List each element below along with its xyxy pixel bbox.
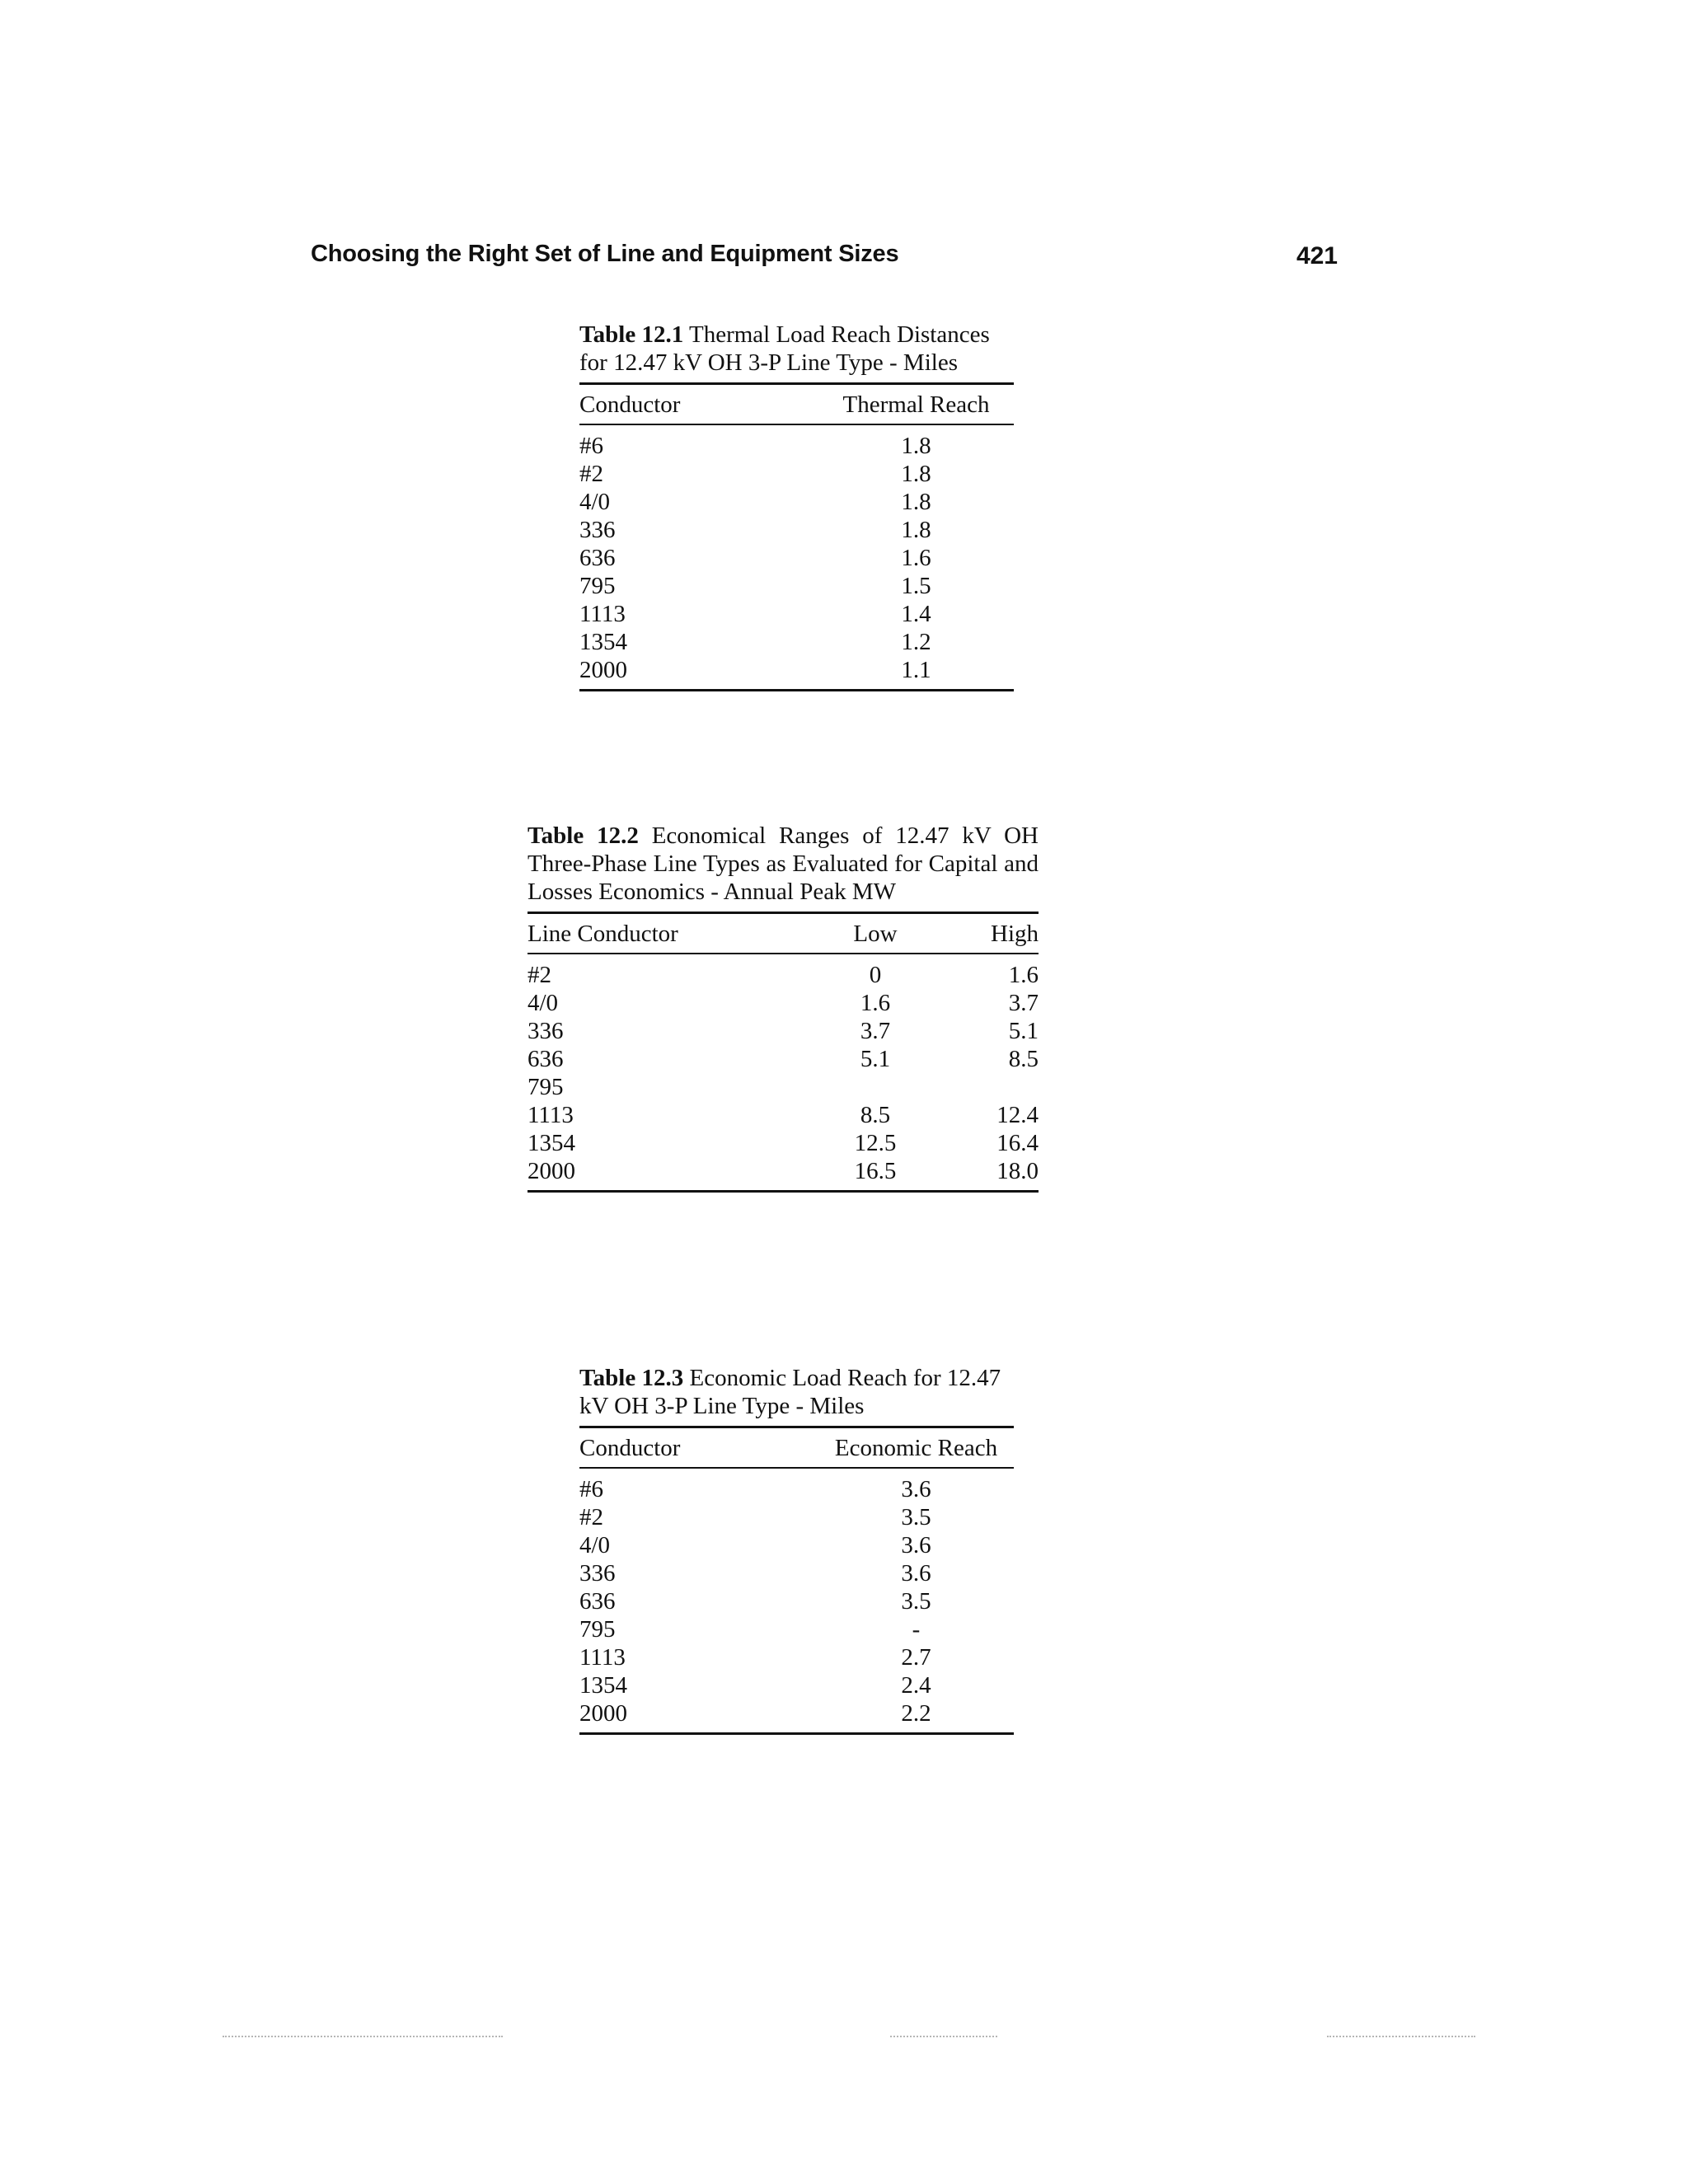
table-row — [528, 961, 1039, 989]
cell-low-value: 3.7 — [860, 1018, 891, 1044]
cell-economic-reach: 2.2 — [901, 1700, 931, 1727]
cell-conductor: 4/0 — [579, 489, 611, 515]
table-body — [579, 425, 1014, 691]
table-row — [528, 1101, 1039, 1129]
cell-high: 5.1 — [1008, 1018, 1039, 1044]
cell-line-conductor: 2000 — [528, 1158, 575, 1184]
table-row — [579, 572, 1014, 600]
cell-thermal-reach: 1.6 — [901, 545, 931, 571]
table-row — [528, 1073, 1039, 1101]
cell-low — [750, 1073, 907, 1101]
cell-low — [750, 961, 907, 989]
table-row — [528, 989, 1039, 1017]
table-row — [579, 432, 1014, 460]
cell-conductor: 795 — [579, 1616, 616, 1643]
table-header-row — [579, 1428, 1014, 1469]
cell-line-conductor: 336 — [528, 1018, 564, 1044]
column-header-low-text: Low — [853, 920, 898, 947]
cell-thermal-reach: 1.8 — [901, 489, 931, 515]
cell-thermal-reach: 1.4 — [901, 601, 931, 627]
cell-low-value: 5.1 — [860, 1046, 891, 1072]
cell-conductor: 1354 — [579, 1672, 627, 1699]
table-header-row — [579, 385, 1014, 425]
table-row — [579, 460, 1014, 488]
table-caption — [528, 822, 1039, 914]
cell-low-value: 0 — [869, 962, 882, 988]
table-row — [579, 516, 1014, 544]
cell-conductor: 636 — [579, 545, 616, 571]
table-label: Table 12.3 — [579, 1365, 684, 1391]
table-row — [579, 1531, 1014, 1559]
table-header-row — [528, 914, 1039, 954]
table-caption-text: Economic Load Reach for 12.47 kV OH 3-P Line Type - Miles — [579, 1365, 1001, 1419]
cell-thermal-reach: 1.1 — [901, 657, 931, 683]
cell-conductor: #6 — [579, 1476, 603, 1502]
page-number: 421 — [1296, 242, 1338, 269]
table-row — [579, 1559, 1014, 1587]
cell-conductor: 2000 — [579, 1700, 627, 1727]
cell-high: 16.4 — [996, 1130, 1039, 1156]
column-header-conductor: Conductor — [579, 1434, 681, 1461]
table-label: Table 12.1 — [579, 321, 684, 348]
table-body — [528, 954, 1039, 1193]
cell-thermal-reach: 1.8 — [901, 517, 931, 543]
column-header-high: High — [991, 920, 1039, 947]
cell-low — [750, 1045, 907, 1073]
cell-thermal-reach: 1.8 — [901, 433, 931, 459]
cell-thermal-reach: 1.8 — [901, 461, 931, 487]
table-row — [528, 1017, 1039, 1045]
column-header-line-conductor: Line Conductor — [528, 920, 678, 947]
cell-economic-reach: 2.7 — [901, 1644, 931, 1671]
cell-low-value: 16.5 — [854, 1158, 897, 1184]
scan-artifact — [1327, 2036, 1475, 2039]
cell-line-conductor: 4/0 — [528, 990, 559, 1016]
cell-thermal-reach: 1.2 — [901, 629, 931, 655]
cell-conductor: 1354 — [579, 629, 627, 655]
table-row — [579, 1503, 1014, 1531]
cell-economic-reach: 3.5 — [901, 1504, 931, 1530]
cell-line-conductor: 636 — [528, 1046, 564, 1072]
table-row — [528, 1045, 1039, 1073]
cell-conductor: #2 — [579, 461, 603, 487]
table-row — [528, 1157, 1039, 1185]
cell-low — [750, 1157, 907, 1185]
cell-thermal-reach: 1.5 — [901, 573, 931, 599]
cell-low-value: 12.5 — [854, 1130, 897, 1156]
table-caption-text: Thermal Load Reach Distances for 12.47 kV OH 3-P Line Type - Miles — [579, 321, 990, 376]
cell-low — [750, 1101, 907, 1129]
cell-conductor: 336 — [579, 517, 616, 543]
column-header-thermal-reach: Thermal Reach — [842, 391, 990, 418]
table-row — [579, 1699, 1014, 1727]
cell-line-conductor: #2 — [528, 962, 551, 988]
column-header-conductor: Conductor — [579, 391, 681, 418]
cell-conductor: 336 — [579, 1560, 616, 1586]
cell-conductor: 795 — [579, 573, 616, 599]
cell-conductor: 1113 — [579, 1644, 626, 1671]
table-row — [579, 1615, 1014, 1643]
table-economic-load-reach — [579, 1364, 1014, 1735]
cell-high: 8.5 — [1008, 1046, 1039, 1072]
cell-economic-reach: 3.6 — [901, 1560, 931, 1586]
column-header-economic-reach: Economic Reach — [834, 1434, 998, 1461]
cell-economic-reach: 3.6 — [901, 1532, 931, 1558]
table-economical-ranges — [528, 822, 1039, 1193]
table-row — [579, 1475, 1014, 1503]
cell-high: 1.6 — [1008, 962, 1039, 988]
cell-economic-reach: 3.5 — [901, 1588, 931, 1615]
table-caption — [579, 321, 1014, 385]
cell-conductor: 4/0 — [579, 1532, 611, 1558]
cell-economic-reach: - — [912, 1616, 921, 1643]
cell-conductor: 2000 — [579, 657, 627, 683]
table-row — [579, 656, 1014, 684]
cell-high: 18.0 — [996, 1158, 1039, 1184]
table-row — [579, 544, 1014, 572]
cell-line-conductor: 1113 — [528, 1102, 574, 1128]
scan-artifact — [223, 2036, 503, 2039]
running-head-title: Choosing the Right Set of Line and Equipment Sizes — [311, 241, 899, 267]
table-caption-text: Economical Ranges of 12.47 kV OH Three-Phase Line Types as Evaluated for Capital and Losses Economics - Annual Peak MW — [528, 823, 1039, 905]
cell-high: 12.4 — [996, 1102, 1039, 1128]
table-row — [579, 1587, 1014, 1615]
cell-conductor: 1113 — [579, 601, 626, 627]
table-row — [579, 488, 1014, 516]
scan-artifact — [890, 2036, 997, 2039]
cell-conductor: #2 — [579, 1504, 603, 1530]
table-row — [528, 1129, 1039, 1157]
cell-low — [750, 989, 907, 1017]
table-row — [579, 628, 1014, 656]
cell-low — [750, 1129, 907, 1157]
cell-low-value: 1.6 — [860, 990, 891, 1016]
cell-high: 3.7 — [1008, 990, 1039, 1016]
cell-line-conductor: 1354 — [528, 1130, 575, 1156]
column-header-low — [750, 920, 907, 948]
cell-line-conductor: 795 — [528, 1074, 564, 1100]
cell-economic-reach: 2.4 — [901, 1672, 931, 1699]
cell-low-value: 8.5 — [860, 1102, 891, 1128]
cell-conductor: 636 — [579, 1588, 616, 1615]
table-row — [579, 1671, 1014, 1699]
table-body — [579, 1469, 1014, 1735]
table-label: Table 12.2 — [528, 823, 639, 849]
table-row — [579, 600, 1014, 628]
cell-conductor: #6 — [579, 433, 603, 459]
table-row — [579, 1643, 1014, 1671]
table-thermal-load-reach — [579, 321, 1014, 691]
cell-economic-reach: 3.6 — [901, 1476, 931, 1502]
cell-low — [750, 1017, 907, 1045]
table-caption — [579, 1364, 1014, 1428]
